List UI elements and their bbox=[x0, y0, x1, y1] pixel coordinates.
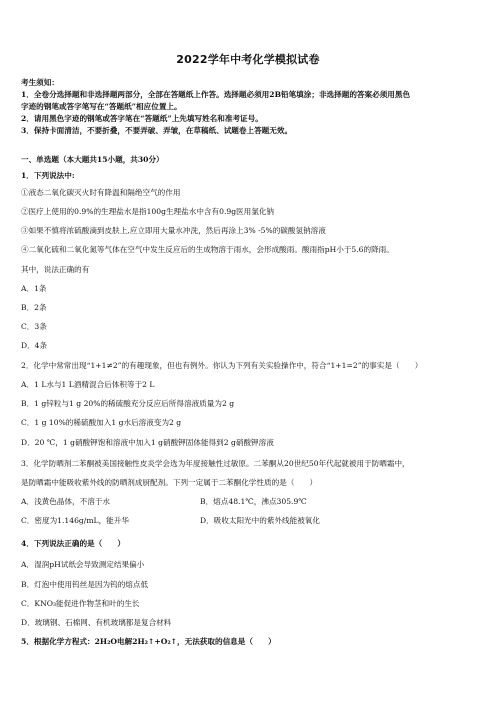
option-row bbox=[21, 516, 477, 526]
option-a: A．1条 bbox=[21, 284, 47, 293]
notice-heading: 考生须知： bbox=[21, 78, 59, 87]
notice-item: 2．请用黑色字迹的钢笔或答字笔在“答题纸”上先填写姓名和准考证号。 bbox=[21, 114, 263, 123]
statement-line: ④二氧化硫和二氧化氮等气体在空气中发生反应后的生成物溶于雨水，会形成酸雨。酸雨指pH小于5.6的降雨。 bbox=[21, 245, 394, 254]
option-a: A．浅黄色晶体，不溶于水 bbox=[21, 497, 111, 506]
option-b: B．1 g锌粒与1 g 20%的稀硫酸充分反应后所得溶液质量为2 g bbox=[21, 399, 235, 408]
notice-item: 3．保持卡面清洁，不要折叠，不要弄破、弄皱，在草稿纸、试题卷上答题无效。 bbox=[21, 126, 293, 135]
question-stem: 4．下列说法正确的是（ ） bbox=[21, 539, 126, 548]
option-c: C．密度为1.146g/mL，能升华 bbox=[21, 516, 129, 525]
option-a: A．湿润pH试纸会导致测定结果偏小 bbox=[21, 560, 145, 569]
option-c: C．1 g 10%的稀硫酸加入1 g水后溶液变为2 g bbox=[21, 418, 182, 427]
option-d: D．吸收太阳光中的紫外线能被氧化 bbox=[200, 516, 320, 525]
statement-line: ①液态二氧化碳灭火时有降温和隔绝空气的作用 bbox=[21, 188, 181, 197]
option-b: B．2条 bbox=[21, 303, 47, 312]
option-b: B．灯泡中使用钨丝是因为钨的熔点低 bbox=[21, 580, 149, 589]
option-b: B．熔点48.1℃，沸点305.9℃ bbox=[200, 497, 307, 506]
option-row bbox=[21, 497, 477, 507]
option-d: D．20 ℃，1 g硝酸钾饱和溶液中加入1 g硝酸钾固体能得到2 g硝酸钾溶液 bbox=[21, 438, 274, 447]
option-c: C．KNO₃能促进作物茎和叶的生长 bbox=[21, 599, 140, 608]
question-stem: 3．化学防晒剂二苯酮被美国接触性皮炎学会选为年度接触性过敏原。二苯酮从20世纪50年代起就被用于防晒霜中， bbox=[21, 459, 410, 468]
question-prompt: 其中，说法正确的有 bbox=[21, 265, 90, 274]
section-heading: 一、单选题（本大题共15小题，共30分） bbox=[21, 155, 164, 164]
statement-line: ②医疗上使用的0.9%的生理盐水是指100g生理盐水中含有0.9g医用氯化钠 bbox=[21, 207, 275, 216]
exam-title: 2022学年中考化学模拟试卷 bbox=[176, 53, 320, 66]
question-stem: 2．化学中常常出现“1+1≠2”的有趣现象，但也有例外。你认为下列有关实验操作中，符合“1+1=2”的事实是（ ） bbox=[21, 361, 423, 370]
option-a: A．1 L水与1 L酒精混合后体积等于2 L bbox=[21, 380, 155, 389]
notice-item: 1．全卷分选择题和非选择题两部分，全部在答题纸上作答。选择题必须用2B铅笔填涂；非选择题的答案必须用黑色 bbox=[21, 90, 411, 99]
question-stem: 5．根据化学方程式：2H₂O电解2H₂↑+O₂↑，无法获取的信息是（ ） bbox=[21, 637, 276, 646]
option-c: C．3条 bbox=[21, 322, 47, 331]
question-stem-cont: 是防晒霜中能吸收紫外线的防晒剂成厨配剂。下列一定属于二苯酮化学性质的是（ ） bbox=[21, 478, 318, 487]
statement-line: ③如果不慎将浓硫酸滴到皮肤上,应立即用大量水冲洗，然后再涂上3% -5%的碳酸氢钠溶液 bbox=[21, 226, 326, 235]
notice-item: 字迹的钢笔或答字笔写在“答题纸”相应位置上。 bbox=[21, 102, 182, 111]
option-d: D．玻璃钢、石棉网、有机玻璃都是复合材料 bbox=[21, 618, 172, 627]
question-stem: 1．下列说法中: bbox=[21, 171, 75, 180]
option-d: D．4条 bbox=[21, 341, 48, 350]
